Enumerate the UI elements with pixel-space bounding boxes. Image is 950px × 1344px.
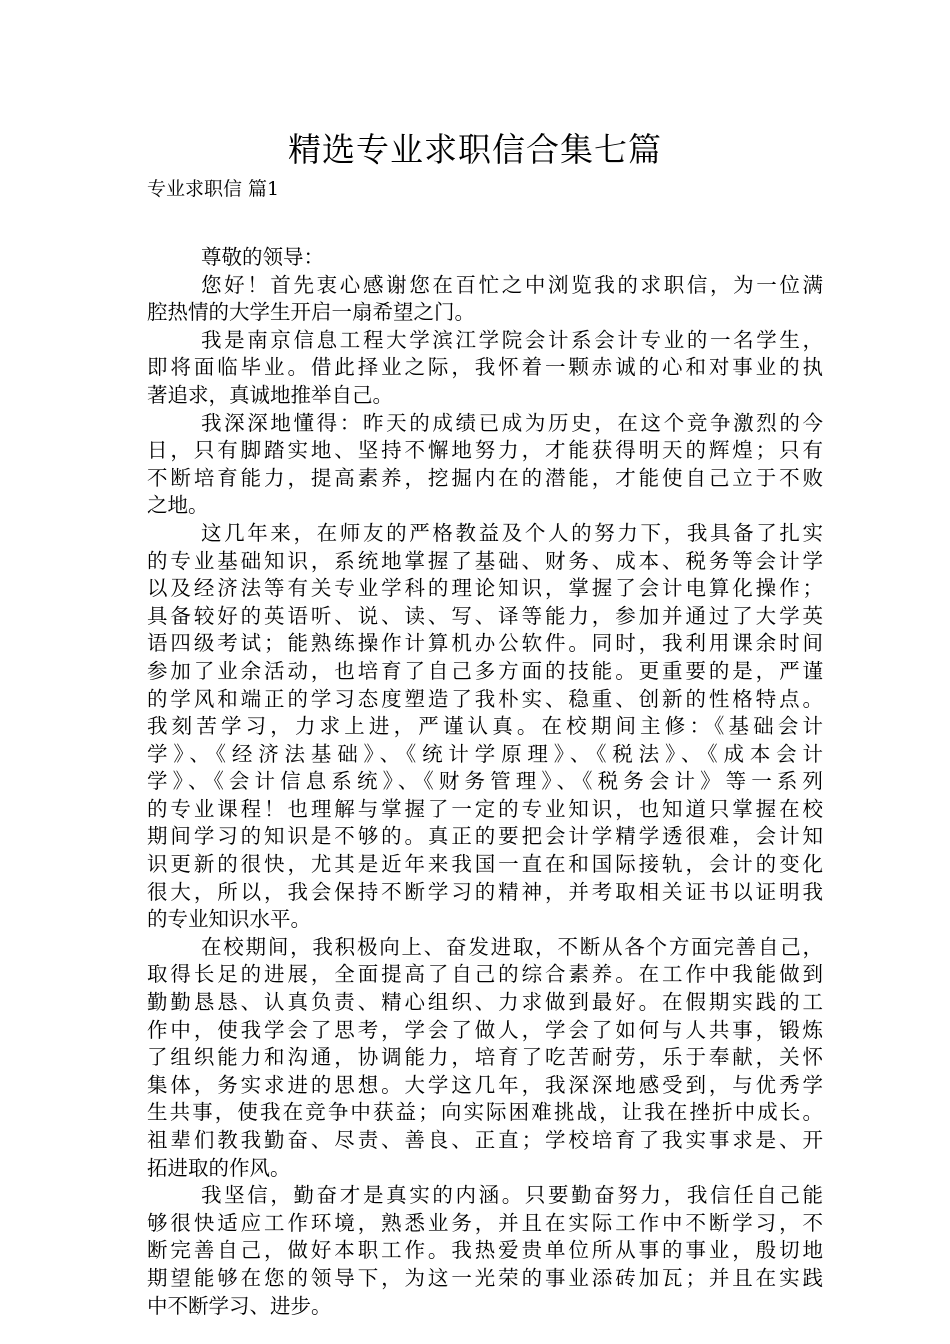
letter-body — [147, 244, 823, 1320]
text-line: 日，只有脚踏实地、坚持不懈地努力，才能获得明天的辉煌；只有 — [147, 438, 823, 463]
text-line: 集体，务实求进的思想。大学这几年，我深深地感受到，与优秀学 — [147, 1072, 823, 1097]
paragraph-3 — [147, 410, 823, 520]
text-line: 的专业基础知识，系统地掌握了基础、财务、成本、税务等会计学 — [147, 548, 823, 573]
text-line: 具备较好的英语听、说、读、写、译等能力，参加并通过了大学英 — [147, 603, 823, 628]
text-line: 您好！首先衷心感谢您在百忙之中浏览我的求职信，为一位满 — [201, 272, 823, 297]
text-line: 作中，使我学会了思考，学会了做人，学会了如何与人共事，锻炼 — [147, 1017, 823, 1042]
text-line: 语四级考试；能熟练操作计算机办公软件。同时，我利用课余时间 — [147, 631, 823, 656]
paragraph-1 — [147, 272, 823, 327]
text-line: 不断培育能力，提高素养，挖掘内在的潜能，才能使自己立于不败 — [147, 465, 823, 490]
salutation-paragraph — [147, 244, 823, 272]
text-line: 腔热情的大学生开启一扇希望之门。 — [147, 300, 475, 325]
text-line: 的专业课程！也理解与掌握了一定的专业知识，也知道只掌握在校 — [147, 796, 823, 821]
text-line: 取得长足的进展，全面提高了自己的综合素养。在工作中我能做到 — [147, 962, 823, 987]
document-title: 精选专业求职信合集七篇 — [288, 130, 662, 169]
text-line: 勤勤恳恳、认真负责、精心组织、力求做到最好。在假期实践的工 — [147, 990, 823, 1015]
salutation: 尊敬的领导： — [201, 245, 324, 269]
text-line: 我是南京信息工程大学滨江学院会计系会计专业的一名学生， — [201, 327, 823, 352]
text-line: 学》、《会计信息系统》、《财务管理》、《税务会计》等一系列 — [147, 769, 823, 794]
paragraph-2 — [147, 327, 823, 410]
text-line: 在校期间，我积极向上、奋发进取，不断从各个方面完善自己， — [201, 934, 823, 959]
paragraph-4 — [147, 520, 823, 934]
text-line: 的专业知识水平。 — [147, 907, 311, 932]
text-line: 我坚信，勤奋才是真实的内涵。只要勤奋努力，我信任自己能 — [201, 1183, 823, 1208]
text-line: 断完善自己，做好本职工作。我热爱贵单位所从事的事业，殷切地 — [147, 1238, 823, 1263]
text-line: 期望能够在您的领导下，为这一光荣的事业添砖加瓦；并且在实践 — [147, 1265, 823, 1290]
text-line: 以及经济法等有关专业学科的理论知识，掌握了会计电算化操作； — [147, 576, 823, 601]
text-line: 即将面临毕业。借此择业之际，我怀着一颗赤诚的心和对事业的执 — [147, 355, 823, 380]
text-line: 这几年来，在师友的严格教益及个人的努力下，我具备了扎实 — [201, 520, 823, 545]
paragraph-5 — [147, 934, 823, 1182]
text-line: 中不断学习、进步。 — [147, 1293, 332, 1318]
text-line: 我深深地懂得：昨天的成绩已成为历史，在这个竞争激烈的今 — [201, 410, 823, 435]
paragraph-6 — [147, 1182, 823, 1320]
text-line: 了组织能力和沟通，协调能力，培育了吃苦耐劳，乐于奉献，关怀 — [147, 1045, 823, 1070]
text-line: 著追求，真诚地推举自己。 — [147, 382, 393, 407]
text-line: 够很快适应工作环境，熟悉业务，并且在实际工作中不断学习，不 — [147, 1210, 823, 1235]
section-heading: 专业求职信 篇1 — [147, 178, 280, 200]
text-line: 的学风和端正的学习态度塑造了我朴实、稳重、创新的性格特点。 — [147, 686, 823, 711]
text-line: 参加了业余活动，也培育了自己多方面的技能。更重要的是，严谨 — [147, 658, 823, 683]
text-line: 识更新的很快，尤其是近年来我国一直在和国际接轨，会计的变化 — [147, 852, 823, 877]
text-line: 学》、《经济法基础》、《统计学原理》、《税法》、《成本会计 — [147, 741, 823, 766]
text-line: 之地。 — [147, 493, 209, 518]
text-line: 祖辈们教我勤奋、尽责、善良、正直；学校培育了我实事求是、开 — [147, 1128, 823, 1152]
text-line: 很大，所以，我会保持不断学习的精神，并考取相关证书以证明我 — [147, 879, 823, 904]
text-line: 拓进取的作风。 — [147, 1155, 291, 1180]
text-line: 生共事，使我在竞争中获益；向实际困难挑战，让我在挫折中成长。 — [147, 1100, 823, 1125]
text-line: 期间学习的知识是不够的。真正的要把会计学精学透很难，会计知 — [147, 824, 823, 849]
text-line: 我刻苦学习，力求上进，严谨认真。在校期间主修：《基础会计 — [147, 714, 823, 739]
